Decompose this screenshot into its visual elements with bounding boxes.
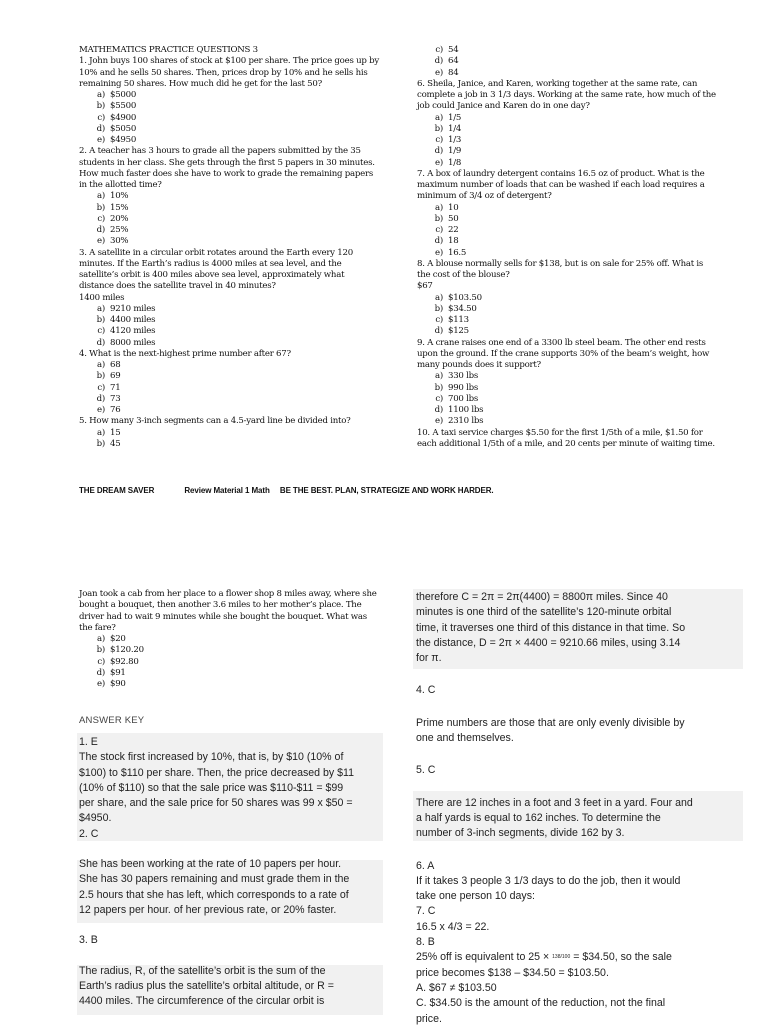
question-text-line: remaining 50 shares. How much did he get for the last 50? <box>79 78 322 89</box>
answer-key-heading: ANSWER KEY <box>79 715 145 726</box>
questions-left-column <box>79 45 389 450</box>
option-text: $113 <box>448 315 469 325</box>
option-letter: c) <box>97 213 105 224</box>
question-text-line: 6. Sheila, Janice, and Karen, working together at the same rate, can <box>417 78 698 89</box>
question-text-line: 8. A blouse normally sells for $138, but is on sale for 25% off. What is <box>417 258 704 269</box>
option-text: $4900 <box>110 112 137 123</box>
option-letter: e) <box>435 247 443 258</box>
answer-text-line: Earth’s radius plus the satellite’s orbital altitude, or R = <box>79 979 334 992</box>
option-text: 2310 lbs <box>448 416 484 427</box>
option-text: 20% <box>110 213 129 224</box>
option-letter: d) <box>434 326 443 337</box>
answer-text-line: $4950. <box>79 812 112 825</box>
answer-option <box>93 124 389 135</box>
question-text-line: the cost of the blouse? <box>417 270 510 280</box>
answer-text-line: There are 12 inches in a foot and 3 feet in a yard. Four and <box>416 796 693 809</box>
page-footer <box>79 486 494 495</box>
question-list-left <box>79 56 389 450</box>
option-letter: a) <box>97 191 105 202</box>
answer-6-heading: 6. A <box>416 859 435 872</box>
option-letter: d) <box>434 236 443 247</box>
question-text-line: job could Janice and Karen do in one day? <box>417 101 590 112</box>
question-text-line: 7. A box of laundry detergent contains 16.5 oz of product. What is the <box>417 168 705 179</box>
option-letter: e) <box>435 67 443 78</box>
option-letter: a) <box>97 427 105 438</box>
answer-text-line: She has 30 papers remaining and must grade them in the <box>79 873 350 886</box>
answer-7-heading: 7. C <box>416 905 436 918</box>
option-text: $125 <box>448 326 469 337</box>
answer-4-heading: 4. C <box>416 684 436 697</box>
answer-option <box>93 439 389 450</box>
question-text-line: complete a job in 3 1/3 days. Working at the same rate, how much of the <box>417 90 716 100</box>
answer-option <box>93 668 389 679</box>
question-text-line: $67 <box>417 281 433 292</box>
answer-text-line: minutes is one third of the satellite’s 120-minute orbital <box>416 606 672 619</box>
answer-text-line: one and themselves. <box>416 732 514 745</box>
option-text: $4950 <box>110 135 137 145</box>
option-text: 64 <box>448 56 459 67</box>
option-text: 9210 miles <box>110 303 156 314</box>
question-text-line: satellite’s orbit is 400 miles above sea level, approximately what <box>79 270 345 280</box>
answer-options <box>417 203 737 259</box>
answer-option <box>93 657 389 668</box>
document-title: MATHEMATICS PRACTICE QUESTIONS 3 <box>79 45 258 55</box>
option-letter: d) <box>434 405 443 415</box>
question-text-line: distance does the satellite travel in 40 minutes? <box>79 281 276 292</box>
option-letter: d) <box>96 123 105 134</box>
option-text: $92.80 <box>110 656 139 667</box>
option-text: 71 <box>110 382 121 393</box>
answer-option <box>93 383 389 394</box>
answer-option <box>431 113 737 124</box>
option-letter: a) <box>97 303 105 314</box>
question-text-line: 5. How many 3-inch segments can a 4.5-yard line be divided into? <box>79 416 351 427</box>
option-letter: d) <box>96 667 105 678</box>
option-letter: e) <box>97 135 105 145</box>
option-letter: b) <box>434 303 443 314</box>
option-text: 1/8 <box>448 157 462 168</box>
answer-option <box>431 293 737 304</box>
answer-option <box>431 158 737 169</box>
option-letter: e) <box>97 405 105 415</box>
option-letter: e) <box>435 157 443 168</box>
question-text-line: 1400 miles <box>79 292 125 303</box>
answer-8-option-c-cont: price. <box>416 1012 442 1025</box>
answer-option <box>431 124 737 135</box>
answer-text-line: for π. <box>416 652 442 665</box>
answer-8-line-2: price becomes $138 – $34.50 = $103.50. <box>416 966 609 979</box>
answer-text-line: $100) to $110 per share. Then, the price decreased by $11 <box>79 766 355 779</box>
option-text: 45 <box>110 438 121 449</box>
option-letter: c) <box>435 135 443 145</box>
option-text: 25% <box>110 225 129 235</box>
answer-option <box>93 371 389 382</box>
answer-text-line: number of 3-inch segments, divide 162 by 3. <box>416 827 625 840</box>
answer-option <box>431 135 737 146</box>
option-text: 10 <box>448 202 459 213</box>
answer-options <box>79 90 389 146</box>
footer-material: Review Material 1 Math <box>184 486 270 495</box>
answer-option <box>431 326 737 337</box>
option-letter: b) <box>96 315 105 325</box>
option-text: $103.50 <box>448 292 482 303</box>
answer-8-line-1 <box>416 950 746 965</box>
answer-options <box>417 371 737 427</box>
answers-right-column <box>416 590 746 1027</box>
question-text-line: in the allotted time? <box>79 180 162 190</box>
footer-motto: BE THE BEST. PLAN, STRATEGIZE AND WORK HARDER. <box>279 486 494 495</box>
answer-text-line: therefore C = 2π = 2π(4400) = 8800π miles. Since 40 <box>416 591 668 603</box>
answer-8-line-1-pre: 25% off is equivalent to 25 × <box>416 951 550 964</box>
answer-option <box>431 236 737 247</box>
option-letter: a) <box>435 112 443 123</box>
answer-5-text <box>416 796 746 842</box>
option-letter: b) <box>96 645 105 656</box>
answer-option <box>431 405 737 416</box>
answer-2-heading: 2. C <box>79 827 99 840</box>
option-letter: b) <box>434 123 443 134</box>
option-text: 54 <box>448 45 459 55</box>
option-text: 1/5 <box>448 112 462 123</box>
option-letter: a) <box>435 292 443 303</box>
answer-option <box>93 405 389 416</box>
option-text: 1/4 <box>448 123 462 134</box>
answer-8-heading: 8. B <box>416 936 435 949</box>
answer-option <box>93 645 389 656</box>
option-text: $120.20 <box>110 645 144 656</box>
answer-option <box>431 304 737 315</box>
option-text: 76 <box>110 405 121 415</box>
answer-text-line: The stock first increased by 10%, that is, by $10 (10% of <box>79 751 344 764</box>
question-text-line: each additional 1/5th of a mile, and 20 cents per minute of waiting time. <box>417 438 715 449</box>
option-text: 4120 miles <box>110 326 156 337</box>
answer-option <box>93 315 389 326</box>
answer-text-line: a half yards is equal to 162 inches. To determine the <box>416 811 661 824</box>
answer-option <box>93 679 389 690</box>
option-text: 18 <box>448 236 459 247</box>
answer-text-line: take one person 10 days: <box>416 890 535 903</box>
option-letter: e) <box>97 236 105 247</box>
option-letter: c) <box>435 393 443 404</box>
option-text: 73 <box>110 393 121 404</box>
answer-5-heading: 5. C <box>416 764 436 777</box>
option-text: 15 <box>110 427 121 438</box>
answer-option <box>93 394 389 405</box>
option-text: 990 lbs <box>448 382 479 393</box>
answer-options <box>79 428 389 451</box>
answer-options <box>79 191 389 247</box>
question-text-line: students in her class. She gets through the first 5 papers in 30 minutes. <box>79 157 375 168</box>
answer-7-text: 16.5 x 4/3 = 22. <box>416 920 490 933</box>
question-text-line: 4. What is the next-highest prime number after 67? <box>79 348 291 359</box>
option-text: $20 <box>110 634 126 644</box>
answer-8-option-a: A. $67 ≠ $103.50 <box>416 981 497 994</box>
answer-options <box>79 634 389 690</box>
answer-option <box>93 135 389 146</box>
answer-8-fraction: 138/100 <box>552 954 571 961</box>
answer-option <box>431 68 737 79</box>
option-letter: c) <box>435 315 443 325</box>
answer-option <box>431 383 737 394</box>
option-letter: e) <box>435 416 443 427</box>
question-text-line: maximum number of loads that can be washed if each load requires a <box>417 180 705 190</box>
answer-option <box>431 146 737 157</box>
answer-3-continued <box>416 590 746 666</box>
option-letter: c) <box>97 326 105 337</box>
option-letter: d) <box>96 225 105 235</box>
option-text: $34.50 <box>448 303 477 314</box>
question-text-line: 9. A crane raises one end of a 3300 lb steel beam. The other end rests <box>417 337 706 348</box>
option-text: 10% <box>110 191 129 202</box>
answer-text-line: If it takes 3 people 3 1/3 days to do the job, then it would <box>416 874 681 887</box>
answer-6-text <box>416 874 746 905</box>
questions-right-column <box>417 45 737 450</box>
answer-options <box>417 113 737 169</box>
option-text: 700 lbs <box>448 393 479 404</box>
answer-option <box>431 214 737 225</box>
option-text: 1100 lbs <box>448 405 484 415</box>
option-letter: c) <box>97 382 105 393</box>
answer-option <box>93 113 389 124</box>
answer-option <box>431 45 737 56</box>
option-letter: b) <box>96 101 105 112</box>
question-text-line: Joan took a cab from her place to a flower shop 8 miles away, where she <box>79 589 377 599</box>
option-letter: c) <box>97 656 105 667</box>
option-text: 15% <box>110 202 129 213</box>
answer-option <box>93 203 389 214</box>
answer-option <box>93 634 389 645</box>
answer-option <box>431 416 737 427</box>
option-letter: b) <box>434 213 443 224</box>
answer-text-line: Prime numbers are those that are only evenly divisible by <box>416 716 685 729</box>
answer-options <box>79 360 389 416</box>
answer-option <box>93 360 389 371</box>
option-letter: e) <box>97 679 105 689</box>
question-text-line: driver had to wait 9 minutes while she bought the bouquet. What was <box>79 611 367 622</box>
answer-option <box>431 371 737 382</box>
question-text-line: How much faster does she have to work to grade the remaining papers <box>79 168 374 179</box>
answer-text-line: The radius, R, of the satellite’s orbit is the sum of the <box>79 964 326 977</box>
option-letter: b) <box>96 371 105 382</box>
answer-option <box>93 236 389 247</box>
option-text: 330 lbs <box>448 371 479 382</box>
option-text: 1/3 <box>448 135 462 145</box>
answer-text-line: the distance, D = 2π × 4400 = 9210.66 miles, using 3.14 <box>416 636 681 649</box>
answer-text-line: time, it traverses one third of this distance in that time. So <box>416 621 686 634</box>
option-text: $5050 <box>110 123 137 134</box>
answer-options <box>79 304 389 349</box>
answer-4-text <box>416 716 746 747</box>
answer-option <box>93 214 389 225</box>
option-text: 1/9 <box>448 146 462 157</box>
option-text: 16.5 <box>448 247 467 258</box>
option-letter: a) <box>435 202 443 213</box>
question-text-line: 3. A satellite in a circular orbit rotates around the Earth every 120 <box>79 247 353 258</box>
option-text: 22 <box>448 225 459 235</box>
answer-8-line-1-post: = $34.50, so the sale <box>573 951 672 964</box>
question-text-line: 1. John buys 100 shares of stock at $100 per share. The price goes up by <box>79 56 379 67</box>
answer-option <box>431 56 737 67</box>
answer-8-option-c: C. $34.50 is the amount of the reduction, not the final <box>416 997 666 1010</box>
answers-left-column <box>79 735 389 1009</box>
answer-3-text <box>79 964 389 1010</box>
answer-text-line: 2.5 hours that she has left, which corresponds to a rate of <box>79 888 349 901</box>
option-letter: a) <box>97 90 105 100</box>
answer-text-line: per share, and the sale price for 50 shares was 99 x $50 = <box>79 797 353 810</box>
footer-brand: THE DREAM SAVER <box>79 486 155 495</box>
answer-options <box>417 45 737 79</box>
question-text-line: upon the ground. If the crane supports 30% of the beam’s weight, how <box>417 348 710 359</box>
option-letter: a) <box>97 360 105 370</box>
option-text: 30% <box>110 236 129 247</box>
answer-option <box>93 338 389 349</box>
question-text-line: minimum of 3/4 oz of detergent? <box>417 191 552 202</box>
answer-option <box>431 225 737 236</box>
answer-option <box>93 101 389 112</box>
option-text: 8000 miles <box>110 337 156 348</box>
option-letter: b) <box>96 438 105 449</box>
question-text-line: 10% and he sells 50 shares. Then, prices drop by 10% and he sells his <box>79 67 368 78</box>
option-letter: d) <box>434 56 443 67</box>
option-letter: d) <box>434 146 443 157</box>
answer-options <box>417 293 737 338</box>
answer-3-heading: 3. B <box>79 934 98 947</box>
answer-option <box>431 394 737 405</box>
option-letter: d) <box>96 393 105 404</box>
answer-option <box>93 304 389 315</box>
answer-text-line: 12 papers per hour. of her previous rate, or 20% faster. <box>79 903 337 916</box>
option-letter: a) <box>97 634 105 644</box>
option-letter: c) <box>435 225 443 235</box>
question-text-line: 2. A teacher has 3 hours to grade all the papers submitted by the 35 <box>79 146 361 157</box>
question-text-line: the fare? <box>79 622 116 633</box>
answer-option <box>93 326 389 337</box>
option-letter: b) <box>96 202 105 213</box>
answer-text-line: She has been working at the rate of 10 papers per hour. <box>79 858 342 871</box>
answer-1-text <box>79 750 389 826</box>
answer-option <box>431 315 737 326</box>
answer-option <box>93 428 389 439</box>
answer-option <box>93 191 389 202</box>
option-text: 69 <box>110 371 121 382</box>
answer-option <box>431 248 737 259</box>
question-text-line: many pounds does it support? <box>417 360 541 370</box>
answer-2-text <box>79 857 389 918</box>
question-10-continuation <box>79 589 389 690</box>
option-text: 68 <box>110 360 121 370</box>
option-text: $5000 <box>110 90 137 100</box>
option-text: 84 <box>448 67 459 78</box>
option-letter: c) <box>97 112 105 123</box>
option-letter: c) <box>435 45 443 55</box>
answer-1-heading: 1. E <box>79 736 98 748</box>
answer-option <box>93 90 389 101</box>
answer-option <box>93 225 389 236</box>
question-list-right <box>417 45 737 450</box>
answer-text-line: (10% of $110) so that the sale price was $110-$11 = $99 <box>79 781 344 794</box>
option-letter: a) <box>435 371 443 382</box>
option-letter: b) <box>434 382 443 393</box>
option-text: $90 <box>110 679 126 689</box>
option-text: $91 <box>110 667 126 678</box>
question-text-line: bought a bouquet, then another 3.6 miles to her mother’s place. The <box>79 600 362 611</box>
question-text-line: minutes. If the Earth’s radius is 4000 miles at sea level, and the <box>79 258 342 269</box>
option-text: 4400 miles <box>110 315 156 325</box>
option-text: $5500 <box>110 101 137 112</box>
answer-option <box>431 203 737 214</box>
option-text: 50 <box>448 213 459 224</box>
question-text-line: 10. A taxi service charges $5.50 for the first 1/5th of a mile, $1.50 for <box>417 427 703 438</box>
answer-text-line: 4400 miles. The circumference of the circular orbit is <box>79 995 325 1008</box>
question-10-body <box>79 589 389 690</box>
option-letter: d) <box>96 337 105 348</box>
